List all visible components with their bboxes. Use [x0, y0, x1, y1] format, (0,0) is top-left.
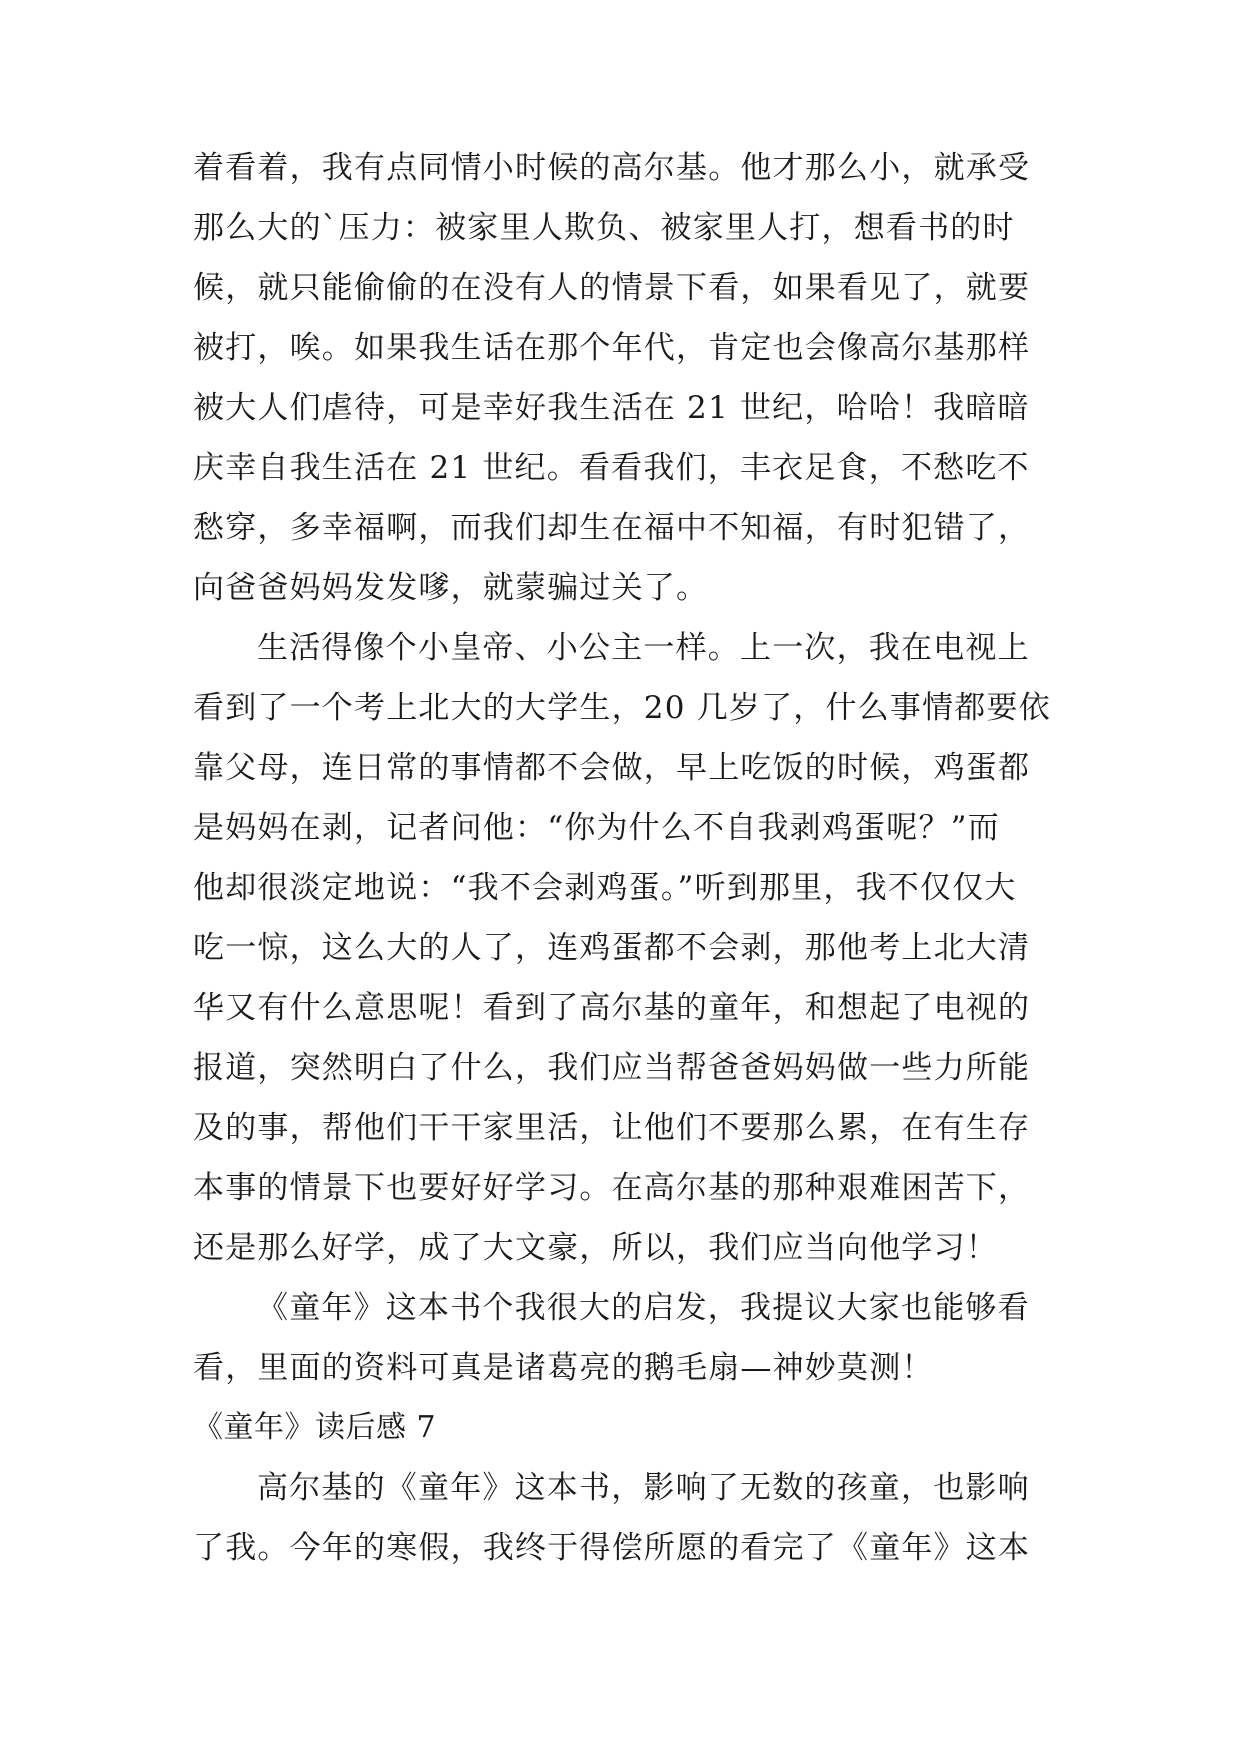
- paragraph-4: [193, 1458, 1053, 1578]
- text-line: 是妈妈在剥，记者问他：“你为什么不自我剥鸡蛋呢？”而: [193, 810, 1000, 846]
- paragraph-1: [193, 138, 1053, 618]
- text-line: 被打，唉。如果我生话在那个年代，肯定也会像高尔基那样: [193, 330, 1031, 366]
- document-page: [193, 138, 1053, 1578]
- text-line: 候，就只能偷偷的在没有人的情景下看，如果看见了，就要: [193, 270, 1031, 306]
- text-line: 本事的情景下也要好好学习。在高尔基的那种艰难困苦下，: [193, 1170, 1031, 1206]
- text-line: 吃一惊，这么大的人了，连鸡蛋都不会剥，那他考上北大清: [193, 930, 1031, 966]
- text-line: 了我。今年的寒假，我终于得偿所愿的看完了《童年》这本: [193, 1530, 1031, 1566]
- text-line: 靠父母，连日常的事情都不会做，早上吃饭的时候，鸡蛋都: [193, 750, 1031, 786]
- text-line: 高尔基的《童年》这本书，影响了无数的孩童，也影响: [257, 1470, 1030, 1506]
- text-line: 愁穿，多幸福啊，而我们却生在福中不知福，有时犯错了，: [193, 510, 1031, 546]
- text-line: 生活得像个小皇帝、小公主一样。上一次，我在电视上: [257, 630, 1030, 666]
- text-line: 及的事，帮他们干干家里活，让他们不要那么累，在有生存: [193, 1110, 1031, 1146]
- paragraph-3: [193, 1278, 1053, 1398]
- text-line: 报道，突然明白了什么，我们应当帮爸爸妈妈做一些力所能: [193, 1050, 1031, 1086]
- text-line: 被大人们虐待，可是幸好我生活在 21 世纪，哈哈！我暗暗: [193, 390, 1030, 426]
- text-line: 还是那么好学，成了大文豪，所以，我们应当向他学习！: [193, 1230, 998, 1266]
- text-line: 向爸爸妈妈发发嗲，就蒙骗过关了。: [193, 570, 709, 606]
- text-line: 华又有什么意思呢！看到了高尔基的童年，和想起了电视的: [193, 990, 1031, 1026]
- section-title: 《童年》读后感 7: [193, 1410, 437, 1445]
- paragraph-2: [193, 618, 1053, 1278]
- text-line: 《童年》这本书个我很大的启发，我提议大家也能够看: [257, 1290, 1030, 1326]
- text-line: 庆幸自我生活在 21 世纪。看看我们，丰衣足食，不愁吃不: [193, 450, 1030, 486]
- text-line: 看，里面的资料可真是诸葛亮的鹅毛扇—神妙莫测！: [193, 1350, 934, 1386]
- text-line: 他却很淡定地说：“我不会剥鸡蛋。”听到那里，我不仅仅大: [193, 870, 1017, 906]
- text-line: 着看着，我有点同情小时候的高尔基。他才那么小，就承受: [193, 150, 1031, 186]
- text-line: 那么大的`压力：被家里人欺负、被家里人打，想看书的时: [193, 210, 1015, 246]
- text-line: 看到了一个考上北大的大学生，20 几岁了，什么事情都要依: [193, 690, 1051, 726]
